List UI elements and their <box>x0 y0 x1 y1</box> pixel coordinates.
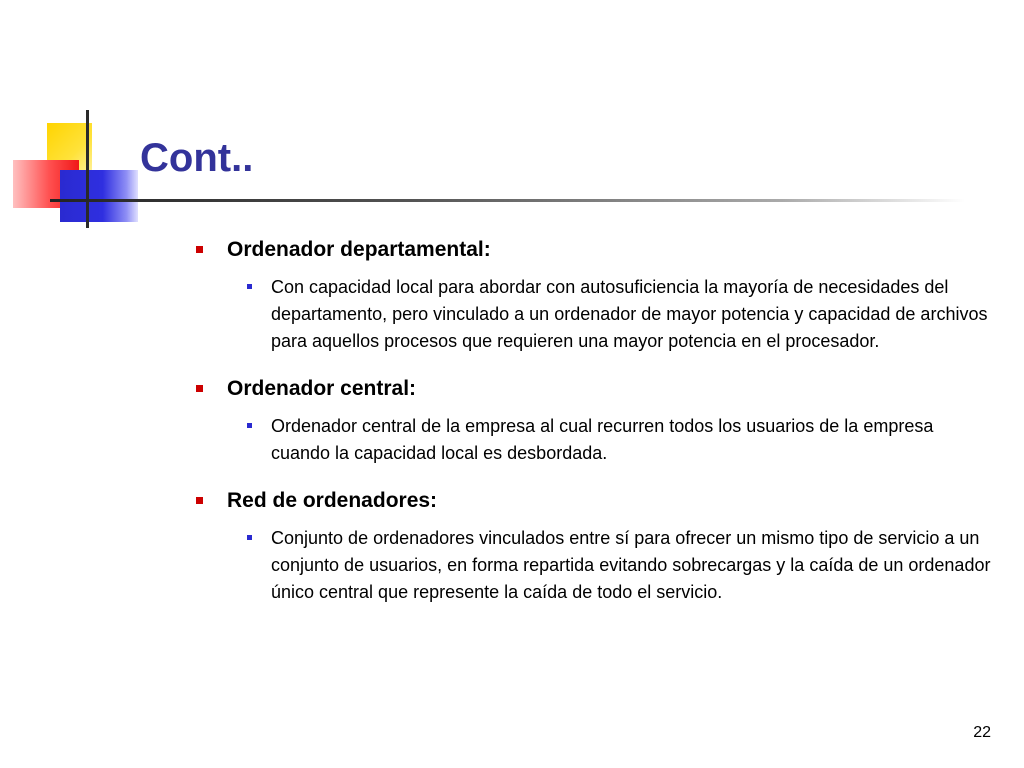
vertical-rule <box>86 110 89 228</box>
blue-square-bullet-icon <box>247 423 252 428</box>
sub-bullet-text: Conjunto de ordenadores vinculados entre sí para ofrecer un mismo tipo de servicio a un conjunto de usuarios, en forma repartida evitando sobrecargas y la caída de un ordenador único central que represente la caída de todo el servicio. <box>271 528 991 602</box>
red-square-bullet-icon <box>196 246 203 253</box>
sub-bullet <box>242 413 991 467</box>
bullet-heading <box>196 487 996 515</box>
red-square-bullet-icon <box>196 497 203 504</box>
page-number: 22 <box>973 724 991 741</box>
sub-bullet <box>242 274 991 355</box>
title-underline <box>50 199 965 202</box>
sub-bullet <box>242 525 991 606</box>
sub-bullet-text: Ordenador central de la empresa al cual recurren todos los usuarios de la empresa cuando la capacidad local es desbordada. <box>271 416 934 463</box>
bullet-heading-text: Ordenador departamental: <box>227 238 491 261</box>
bullet-heading <box>196 375 996 403</box>
sub-bullet-text: Con capacidad local para abordar con autosuficiencia la mayoría de necesidades del departamento, pero vinculado a un ordenador de mayor potencia y capacidad de archivos para aquellos procesos que requieren una mayor potencia en el procesador. <box>271 277 988 351</box>
bullet-heading-text: Ordenador central: <box>227 377 417 400</box>
section-network <box>196 487 996 606</box>
slide-body <box>196 236 996 606</box>
section-central <box>196 375 996 467</box>
bullet-heading <box>196 236 996 264</box>
blue-square-bullet-icon <box>247 284 252 289</box>
blue-square-bullet-icon <box>247 535 252 540</box>
blue-square-decoration <box>60 170 138 222</box>
red-square-bullet-icon <box>196 385 203 392</box>
slide-logo-icon <box>0 0 140 240</box>
bullet-heading-text: Red de ordenadores: <box>227 489 438 512</box>
slide-title: Cont.. <box>140 136 254 180</box>
section-departmental <box>196 236 996 355</box>
